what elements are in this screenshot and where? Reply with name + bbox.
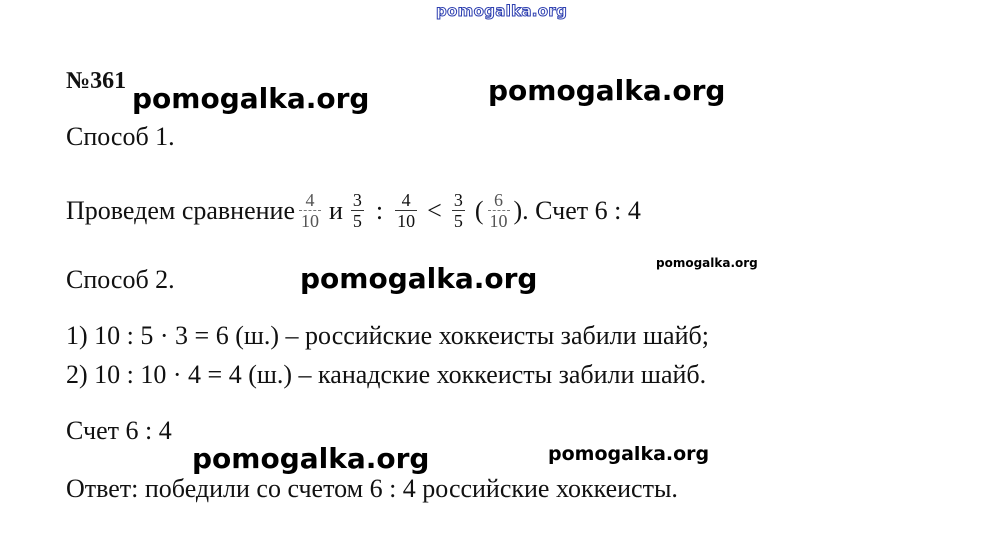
fraction-a <box>299 190 321 231</box>
fraction-b-denominator: 5 <box>352 211 362 231</box>
fraction-d-numerator: 3 <box>453 190 463 210</box>
method2-heading: Способ 2. <box>66 265 175 294</box>
method1-heading: Способ 1. <box>66 122 175 151</box>
fraction-c <box>395 190 417 231</box>
fraction-d-denominator: 5 <box>453 211 463 231</box>
score-line: Счет 6 : 4 <box>66 416 172 445</box>
watermark: pomogalka.org <box>656 256 758 270</box>
fraction-b <box>351 190 364 231</box>
watermark: pomogalka.org <box>548 443 710 465</box>
watermark-top: pomogalka.org <box>436 2 568 20</box>
method2-step2: 2) 10 : 10 · 4 = 4 (ш.) – канадские хоккеисты забили шайб. <box>66 360 707 389</box>
fraction-c-denominator: 10 <box>397 211 416 231</box>
comparison-lead: Проведем сравнение <box>66 195 295 225</box>
task-number: №361 <box>66 68 127 94</box>
fraction-e-numerator: 6 <box>494 190 503 210</box>
colon: : <box>375 195 384 225</box>
fraction-a-denominator: 10 <box>301 211 319 231</box>
fraction-a-numerator: 4 <box>305 190 315 210</box>
fraction-c-numerator: 4 <box>401 190 411 210</box>
fraction-e <box>488 190 510 231</box>
method2-step1: 1) 10 : 5 · 3 = 6 (ш.) – российские хоккеисты забили шайб; <box>66 321 709 350</box>
method1-comparison <box>66 190 641 231</box>
less-than-sign: < <box>427 195 442 225</box>
comparison-tail: ). Счет 6 : 4 <box>513 195 641 225</box>
watermark: pomogalka.org <box>132 82 370 115</box>
fraction-e-denominator: 10 <box>489 211 508 231</box>
conjunction: и <box>329 195 343 225</box>
answer-line: Ответ: победили со счетом 6 : 4 российские хоккеисты. <box>66 474 678 503</box>
paren-open: ( <box>474 195 484 225</box>
watermark: pomogalka.org <box>300 262 538 295</box>
fraction-b-numerator: 3 <box>352 190 362 210</box>
watermark: pomogalka.org <box>192 442 430 475</box>
watermark: pomogalka.org <box>488 74 726 107</box>
fraction-d <box>452 190 465 231</box>
